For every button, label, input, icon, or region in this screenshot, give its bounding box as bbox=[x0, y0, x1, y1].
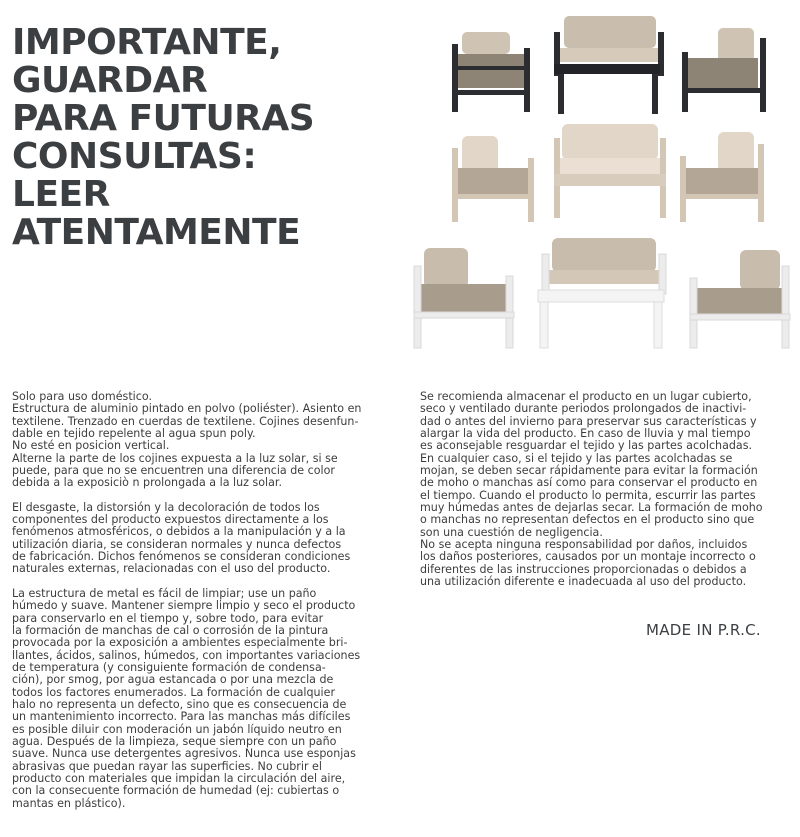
made-in-label: MADE IN P.R.C. bbox=[646, 621, 761, 639]
white-sofa bbox=[542, 238, 666, 294]
taupe-armchair-right bbox=[680, 132, 764, 222]
left-text-column bbox=[12, 391, 392, 810]
title-line: LEER bbox=[12, 174, 110, 215]
cleaning-paragraph: La estructura de metal es fácil de limpiar; use un paño húmedo y suave. Mantener siempre limpio y seco el producto para conservarlo en el tiempo y, sobre todo, para evitar la formación de manchas de cal o corrosión de la pintura provocada por la exposición a ambientes especialmente bri- llantes, ácidos, salinos, húmedos, con importantes variaciones de temperatura (y consiguiente formación de condensa- ción), por smog, por agua estancada o por una mezcla de todos los factores enumerados. La formación de cualquier halo no representa un defecto, sino que es consecuencia de un mantenimiento incorrecto. Para las manchas más difíciles es posible diluir con moderación un jabón líquido neutro en agua. Después de la limpieza, seque siempre con un paño suave. Nunca use detergentes agresivos. Nunca use esponjas abrasivas que puedan rayar las superficies. No cubrir el producto con materiales que impidan la circulación del aire, con la consecuente formación de humedad (ej: cubiertas o mantas en plástico). bbox=[12, 586, 361, 810]
title-line: ATENTAMENTE bbox=[12, 212, 301, 253]
title-line: IMPORTANTE, bbox=[12, 22, 282, 63]
white-table bbox=[538, 290, 664, 348]
storage-paragraph: Se recomienda almacenar el producto en un lugar cubierto, seco y ventilado durante periodos prolongados de inactivi- dad o antes del invierno para preservar sus características y alargar la vida del producto. En caso de lluvia y mal tiempo es aconsejable resguardar el tejido y las partes acolchadas. En cualquier caso, si el tejido y las partes acolchadas se mojan, se deben secar rápidamente para evitar la formación de moho o manchas así como para conservar el producto en el tiempo. Cuando el producto lo permita, escurrir las partes muy húmedas antes de dejarlas secar. La formación de moho o manchas no representan defectos en el producto sino que son una cuestión de negligencia. No se acepta ninguna responsabilidad por daños, incluidos los daños posteriores, causados por un montaje incorrecto o diferentes de las instrucciones proporcionadas o debidos a una utilización diferente e inadecuada al uso del producto. bbox=[420, 390, 763, 589]
white-armchair-left bbox=[414, 248, 514, 348]
product-photo bbox=[404, 8, 796, 353]
wear-paragraph: El desgaste, la distorsión y la decoloración de todos los componentes del producto expuestos directamente a los fenómenos atmosféricos, o debidos a la manipulación y a la utilización diaria, se consideran normales y nunca defectos de fabricación. Dichos fenómenos se consideran condiciones naturales externas, relacionadas con el uso del producto. bbox=[12, 500, 351, 576]
page-title bbox=[12, 24, 342, 252]
title-line: CONSULTAS: bbox=[12, 136, 257, 177]
title-line: PARA FUTURAS bbox=[12, 98, 315, 139]
anthracite-table bbox=[554, 64, 660, 114]
right-text-column bbox=[420, 391, 792, 589]
usage-paragraph: Solo para uso doméstico. Estructura de aluminio pintado en polvo (poliéster). Asiento en textilene. Trenzado en cuerdas de textilene. Cojines desenfun- dable en tejido repelente al agua spun poly. No esté en posicion vertical. Alterne la parte de los cojines expuesta a la luz solar, si se puede, para que no se encuentren una diferencia de color debida a la exposiciò n prolongada a la luz solar. bbox=[12, 390, 362, 490]
title-line: GUARDAR bbox=[12, 60, 208, 101]
anthracite-armchair-left bbox=[452, 32, 530, 112]
taupe-sofa bbox=[554, 124, 666, 218]
taupe-armchair-left bbox=[452, 136, 534, 222]
anthracite-armchair-right bbox=[682, 28, 766, 112]
white-armchair-right bbox=[690, 250, 790, 348]
